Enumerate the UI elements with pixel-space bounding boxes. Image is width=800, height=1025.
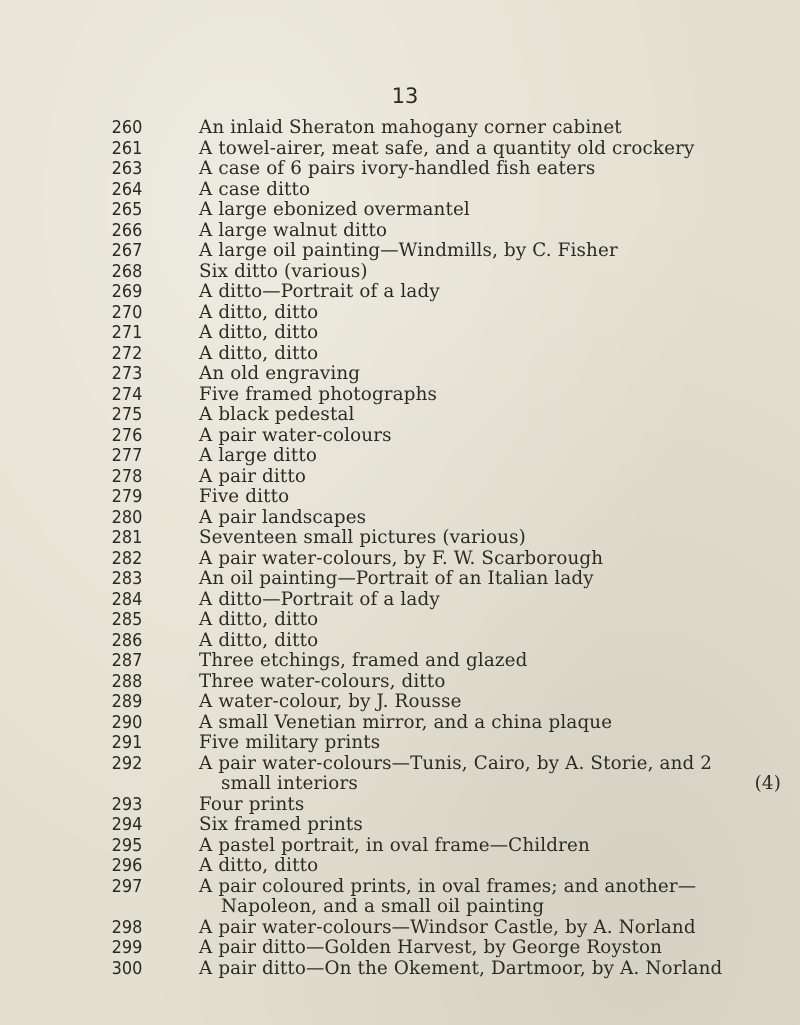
lot-description-line: A black pedestal xyxy=(199,404,355,425)
lot-description-line: Four prints xyxy=(199,793,305,815)
lot-description xyxy=(199,200,781,221)
lot-number: 264 xyxy=(111,179,143,200)
lot-description xyxy=(199,221,781,242)
lot-description-line: A ditto, ditto xyxy=(199,855,319,876)
lot-description-line: A pastel portrait, in oval frame—Children xyxy=(199,834,590,856)
lot-number: 297 xyxy=(111,876,143,897)
lot-description-line: Six ditto (various) xyxy=(199,260,368,282)
lot-description xyxy=(199,815,781,836)
lot-row xyxy=(0,590,800,611)
lot-row xyxy=(0,180,800,201)
lot-row xyxy=(0,877,800,918)
lot-number: 300 xyxy=(111,958,143,979)
lot-description xyxy=(199,528,781,549)
lot-description xyxy=(199,508,781,529)
lot-description xyxy=(199,549,781,570)
lot-row xyxy=(0,487,800,508)
lot-description-line: A ditto—Portrait of a lady xyxy=(199,281,440,302)
lot-number: 290 xyxy=(111,712,143,733)
lot-number: 278 xyxy=(111,466,143,487)
lot-row xyxy=(0,549,800,570)
lot-number: 265 xyxy=(111,200,143,220)
lot-row xyxy=(0,200,800,221)
lot-description-line: Three etchings, framed and glazed xyxy=(199,650,528,671)
lot-row xyxy=(0,651,800,672)
lot-description-line: Five military prints xyxy=(199,732,381,753)
lot-list xyxy=(0,118,800,979)
lot-description-line: Three water-colours, ditto xyxy=(199,670,446,692)
lot-description xyxy=(199,836,781,857)
lot-row xyxy=(0,323,800,344)
page-number: 13 xyxy=(391,84,419,108)
lot-row xyxy=(0,262,800,283)
lot-description-line: An inlaid Sheraton mahogany corner cabinet xyxy=(199,117,622,138)
lot-number: 261 xyxy=(111,138,143,159)
lot-number: 295 xyxy=(111,835,143,856)
lot-description-line: A water-colour, by J. Rousse xyxy=(199,691,462,712)
lot-description-line: A small Venetian mirror, and a china plaque xyxy=(199,711,613,733)
lot-number: 274 xyxy=(111,384,143,405)
lot-number: 260 xyxy=(111,118,143,138)
lot-description-line: An old engraving xyxy=(199,363,361,384)
lot-description xyxy=(199,467,781,488)
lot-number: 272 xyxy=(111,343,143,364)
lot-description-line: A pair landscapes xyxy=(199,506,367,528)
lot-description xyxy=(199,692,781,713)
lot-row xyxy=(0,303,800,324)
lot-number: 280 xyxy=(111,507,143,528)
lot-row xyxy=(0,405,800,426)
lot-description xyxy=(199,877,781,918)
lot-row xyxy=(0,856,800,877)
lot-description xyxy=(199,323,781,344)
lot-row xyxy=(0,241,800,262)
lot-description xyxy=(199,918,781,939)
lot-row xyxy=(0,139,800,160)
lot-number: 298 xyxy=(111,917,143,938)
lot-row xyxy=(0,569,800,590)
lot-description xyxy=(199,139,781,160)
lot-row xyxy=(0,118,800,139)
lot-number: 263 xyxy=(111,159,143,179)
lot-description xyxy=(199,282,781,303)
lot-number: 275 xyxy=(111,405,143,425)
lot-row xyxy=(0,815,800,836)
lot-description-line: A large walnut ditto xyxy=(199,219,388,241)
lot-description-line: A towel-airer, meat safe, and a quantity old crockery xyxy=(199,137,695,159)
lot-description xyxy=(199,713,781,734)
lot-description xyxy=(199,959,781,980)
lot-row xyxy=(0,528,800,549)
lot-description xyxy=(199,241,781,262)
lot-description-line: A ditto, ditto xyxy=(199,609,319,630)
lot-number: 279 xyxy=(111,487,143,507)
lot-number: 268 xyxy=(111,261,143,282)
lot-description xyxy=(199,754,781,795)
lot-description xyxy=(199,180,781,201)
lot-row xyxy=(0,508,800,529)
lot-number: 276 xyxy=(111,425,143,446)
lot-description xyxy=(199,938,781,959)
lot-description-line: Six framed prints xyxy=(199,814,363,835)
lot-description xyxy=(199,262,781,283)
lot-number: 293 xyxy=(111,794,143,815)
lot-number: 296 xyxy=(111,856,143,876)
lot-number: 283 xyxy=(111,569,143,589)
lot-row xyxy=(0,672,800,693)
lot-number: 294 xyxy=(111,815,143,835)
lot-row xyxy=(0,959,800,980)
lot-description xyxy=(199,303,781,324)
lot-description xyxy=(199,610,781,631)
lot-number: 284 xyxy=(111,589,143,610)
lot-row xyxy=(0,446,800,467)
lot-description-line: A ditto, ditto xyxy=(199,322,319,343)
lot-row xyxy=(0,795,800,816)
lot-description-line: A ditto, ditto xyxy=(199,301,319,323)
lot-row xyxy=(0,918,800,939)
lot-number: 286 xyxy=(111,630,143,651)
lot-row xyxy=(0,344,800,365)
lot-row xyxy=(0,159,800,180)
lot-number: 271 xyxy=(111,323,143,343)
lot-continuation xyxy=(199,897,781,918)
lot-row xyxy=(0,631,800,652)
lot-description xyxy=(199,446,781,467)
lot-description xyxy=(199,344,781,365)
lot-number: 270 xyxy=(111,302,143,323)
lot-number: 287 xyxy=(111,651,143,671)
lot-description xyxy=(199,590,781,611)
lot-number: 281 xyxy=(111,528,143,548)
lot-row xyxy=(0,385,800,406)
lot-description xyxy=(199,856,781,877)
lot-description xyxy=(199,672,781,693)
lot-description-line: An oil painting—Portrait of an Italian lady xyxy=(199,568,594,589)
lot-description xyxy=(199,118,781,139)
lot-description xyxy=(199,795,781,816)
lot-description xyxy=(199,405,781,426)
lot-row xyxy=(0,754,800,795)
lot-description-line: A large ebonized overmantel xyxy=(199,199,470,220)
lot-description-line: A pair ditto xyxy=(199,465,307,487)
lot-continuation-text: Napoleon, and a small oil painting xyxy=(221,896,545,917)
lot-row xyxy=(0,938,800,959)
lot-description xyxy=(199,487,781,508)
lot-description-line: A pair ditto—Golden Harvest, by George Royston xyxy=(199,937,663,958)
lot-row xyxy=(0,836,800,857)
lot-number: 291 xyxy=(111,733,143,753)
lot-description-line: Seventeen small pictures (various) xyxy=(199,527,526,548)
lot-row xyxy=(0,467,800,488)
lot-description-line: A large ditto xyxy=(199,445,318,466)
lot-row xyxy=(0,426,800,447)
lot-description-line: Five ditto xyxy=(199,486,290,507)
lot-description xyxy=(199,651,781,672)
lot-description xyxy=(199,631,781,652)
lot-description-line: A pair water-colours—Windsor Castle, by A. Norland xyxy=(199,916,696,938)
lot-row xyxy=(0,733,800,754)
lot-description-line: A pair water-colours xyxy=(199,424,392,446)
lot-description-line: Five framed photographs xyxy=(199,383,438,405)
lot-continuation-text: small interiors xyxy=(221,773,358,794)
lot-row xyxy=(0,282,800,303)
lot-row xyxy=(0,610,800,631)
lot-description-line: A ditto—Portrait of a lady xyxy=(199,588,440,610)
lot-description-line: A ditto, ditto xyxy=(199,629,319,651)
lot-continuation xyxy=(199,774,781,795)
lot-number: 273 xyxy=(111,364,143,384)
lot-number: 292 xyxy=(111,753,143,774)
lot-number: 267 xyxy=(111,241,143,261)
lot-row xyxy=(0,713,800,734)
lot-number: 282 xyxy=(111,548,143,569)
lot-description xyxy=(199,569,781,590)
lot-description-line: A pair coloured prints, in oval frames; and another— xyxy=(199,875,697,897)
lot-description-line: A pair water-colours, by F. W. Scarborough xyxy=(199,547,604,569)
lot-description xyxy=(199,385,781,406)
lot-description xyxy=(199,733,781,754)
lot-description-line: A pair water-colours—Tunis, Cairo, by A. Storie, and 2 xyxy=(199,752,713,774)
lot-number: 288 xyxy=(111,671,143,692)
lot-description-line: A case of 6 pairs ivory-handled fish eaters xyxy=(199,158,596,179)
lot-number: 277 xyxy=(111,446,143,466)
lot-description xyxy=(199,364,781,385)
lot-description-line: A large oil painting—Windmills, by C. Fisher xyxy=(199,240,618,261)
lot-row xyxy=(0,692,800,713)
lot-number: 289 xyxy=(111,692,143,712)
lot-number: 285 xyxy=(111,610,143,630)
lot-row xyxy=(0,221,800,242)
lot-description xyxy=(199,426,781,447)
lot-number: 269 xyxy=(111,282,143,302)
lot-description-line: A ditto, ditto xyxy=(199,342,319,364)
lot-description-line: A case ditto xyxy=(199,178,311,200)
lot-number: 266 xyxy=(111,220,143,241)
lot-row xyxy=(0,364,800,385)
lot-count: (4) xyxy=(754,773,781,794)
lot-number: 299 xyxy=(111,938,143,958)
lot-description xyxy=(199,159,781,180)
lot-description-line: A pair ditto—On the Okement, Dartmoor, by A. Norland xyxy=(199,957,723,979)
